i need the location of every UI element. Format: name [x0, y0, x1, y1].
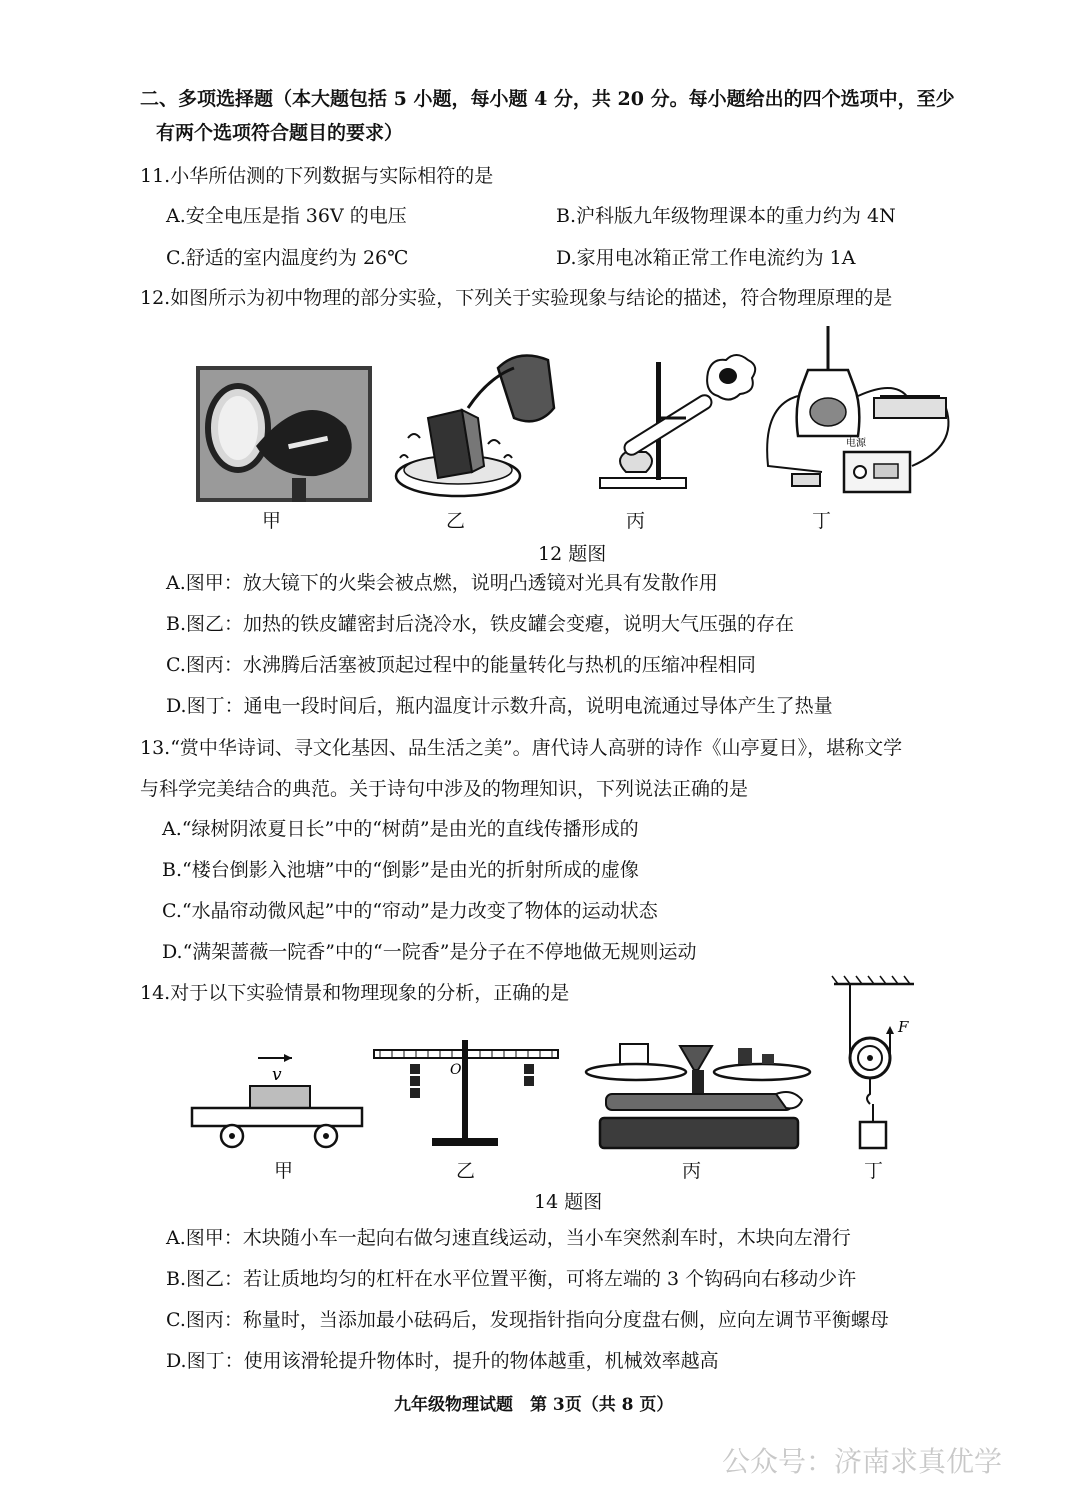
q12-label-yi: 乙 [446, 510, 466, 532]
q11-stem: 11.小华所估测的下列数据与实际相符的是 [140, 165, 494, 187]
q11-option-c: C.舒适的室内温度约为 26℃ [166, 247, 409, 269]
q12-label-ding: 丁 [812, 510, 832, 532]
q12-label-bing: 丙 [626, 510, 646, 532]
q14-label-ding: 丁 [864, 1160, 884, 1182]
q14-figure-jia-cart [190, 1046, 366, 1150]
q12-label-jia: 甲 [262, 510, 282, 532]
q14-option-b: B.图乙：若让质地均匀的杠杆在水平位置平衡，可将左端的 3 个钩码向右移动少许 [166, 1268, 857, 1290]
q13-option-b: B.“楼台倒影入池塘”中的“倒影”是由光的折射所成的虚像 [162, 859, 639, 881]
q14-option-d: D.图丁：使用该滑轮提升物体时，提升的物体越重，机械效率越高 [166, 1350, 719, 1372]
section-title-line1: 二、多项选择题（本大题包括 5 小题，每小题 4 分，共 20 分。每小题给出的四个选项中，至少 [140, 88, 955, 110]
q12-power-supply-label: 电源 [846, 438, 866, 449]
q14-label-bing: 丙 [682, 1160, 702, 1182]
q14-caption: 14 题图 [534, 1191, 603, 1213]
q13-stem-line1: 13.“赏中华诗词、寻文化基因、品生活之美”。唐代诗人高骈的诗作《山亭夏日》，堪称文学 [140, 737, 903, 759]
q11-option-d: D.家用电冰箱正常工作电流约为 1A [556, 247, 856, 269]
page-footer: 九年级物理试题 第 3页（共 8 页） [394, 1395, 674, 1415]
q11-option-a: A.安全电压是指 36V 的电压 [166, 205, 407, 227]
q14-label-yi: 乙 [456, 1160, 476, 1182]
q13-option-c: C.“水晶帘动微风起”中的“帘动”是力改变了物体的运动状态 [162, 900, 658, 922]
q14-figure-ding-pulley [832, 976, 916, 1154]
q12-stem: 12.如图所示为初中物理的部分实验，下列关于实验现象与结论的描述，符合物理原理的是 [140, 287, 893, 309]
q12-option-a: A.图甲：放大镜下的火柴会被点燃，说明凸透镜对光具有发散作用 [166, 572, 718, 594]
q12-figure-jia-magnifier [196, 366, 372, 502]
q12-option-d: D.图丁：通电一段时间后，瓶内温度计示数升高，说明电流通过导体产生了热量 [166, 695, 833, 717]
q12-caption: 12 题图 [538, 543, 607, 565]
q13-stem-line2: 与科学完美结合的典范。关于诗句中涉及的物理知识，下列说法正确的是 [140, 778, 749, 800]
q14-figure-bing-balance [586, 1040, 812, 1152]
q12-figure-bing-test-tube [596, 352, 756, 494]
q14-pivot-label: O [450, 1062, 462, 1078]
q13-option-a: A.“绿树阴浓夏日长”中的“树荫”是由光的直线传播形成的 [162, 818, 639, 840]
q14-force-label: F [898, 1018, 909, 1036]
q14-stem: 14.对于以下实验情景和物理现象的分析，正确的是 [140, 982, 570, 1004]
q14-velocity-label: v [272, 1065, 282, 1085]
q13-option-d: D.“满架蔷薇一院香”中的“一院香”是分子在不停地做无规则运动 [162, 941, 697, 963]
watermark: 公众号：济南求真优学 [722, 1445, 1003, 1478]
q14-label-jia: 甲 [274, 1160, 294, 1182]
section-title-line2: 有两个选项符合题目的要求） [156, 122, 404, 144]
q14-option-a: A.图甲：木块随小车一起向右做匀速直线运动，当小车突然刹车时，木块向左滑行 [166, 1227, 851, 1249]
q14-figure-yi-lever [370, 1036, 562, 1150]
q14-option-c: C.图丙：称量时，当添加最小砝码后，发现指针指向分度盘右侧，应向左调节平衡螺母 [166, 1309, 889, 1331]
q12-option-b: B.图乙：加热的铁皮罐密封后浇冷水，铁皮罐会变瘪，说明大气压强的存在 [166, 613, 795, 635]
q12-option-c: C.图丙：水沸腾后活塞被顶起过程中的能量转化与热机的压缩冲程相同 [166, 654, 756, 676]
q11-option-b: B.沪科版九年级物理课本的重力约为 4N [556, 205, 896, 227]
q12-figure-ding-circuit [762, 326, 958, 498]
q12-figure-yi-can [388, 348, 558, 506]
